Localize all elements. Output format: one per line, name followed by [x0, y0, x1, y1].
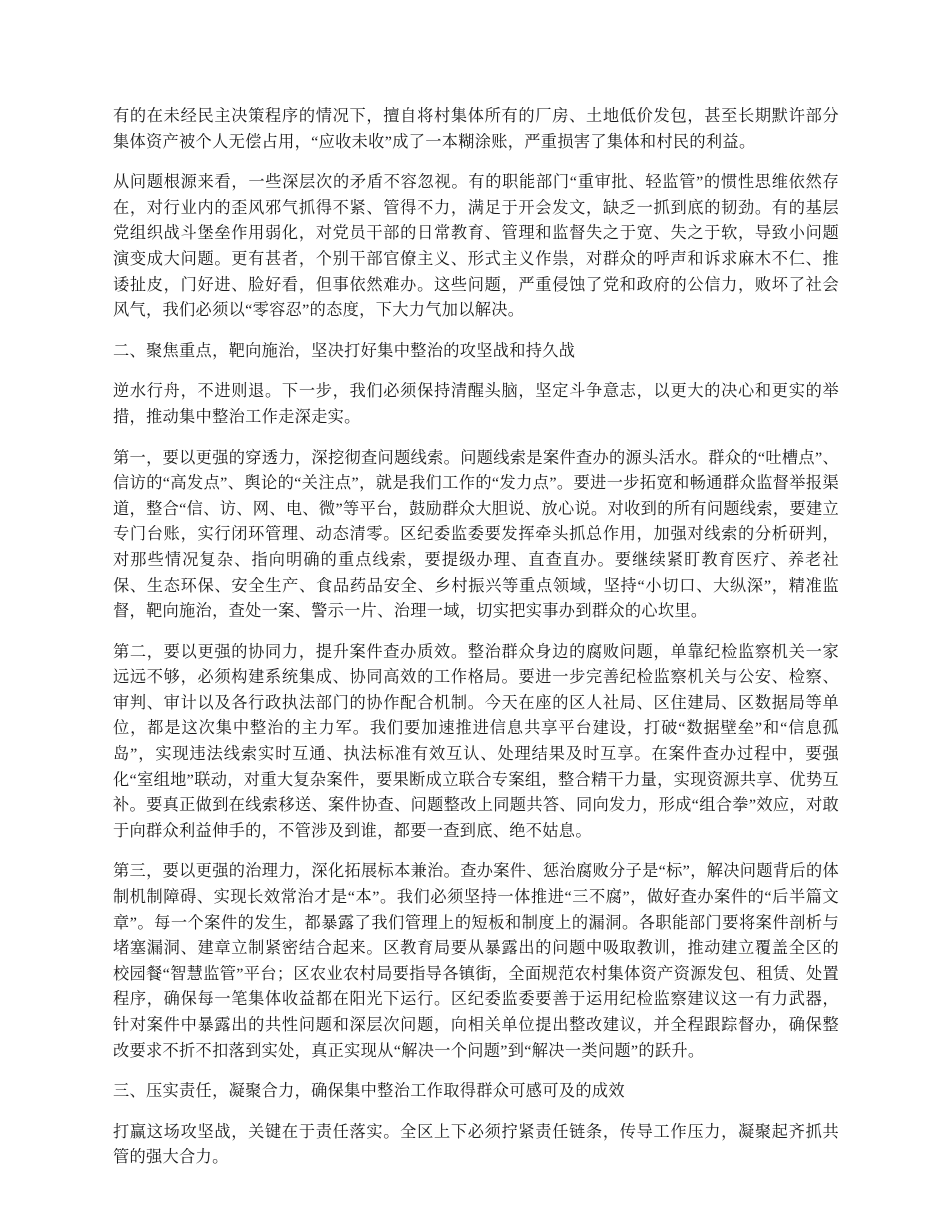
body-paragraph: 有的在未经民主决策程序的情况下，擅自将村集体所有的厂房、土地低价发包，甚至长期默许部分集体资产被个人无偿占用，“应收未收”成了一本糊涂账，严重损害了集体和村民的利益。: [113, 107, 839, 151]
body-paragraph: 打赢这场攻坚战，关键在于责任落实。全区上下必须拧紧责任链条，传导工作压力，凝聚起齐抓共管的强大合力。: [113, 1122, 839, 1167]
body-paragraph: 第一，要以更强的穿透力，深挖彻查问题线索。问题线索是案件查办的源头活水。群众的“吐槽点”、信访的“高发点”、舆论的“关注点”，就是我们工作的“发力点”。要进一步拓宽和畅通群众监督举报渠道，整合“信、访、网、电、微”等平台，鼓励群众大胆说、放心说。对收到的所有问题线索，要建立专门台账，实行闭环管理、动态清零。区纪委监委要发挥牵头抓总作用，加强对线索的分析研判，对那些情况复杂、指向明确的重点线索，要提级办理、直查直办。要继续紧盯教育医疗、养老社保、生态环保、安全生产、食品药品安全、乡村振兴等重点领域，坚持“小切口、大纵深”，精准监督，靶向施治，查处一案、警示一片、治理一域，切实把实事办到群众的心坎里。: [113, 448, 839, 621]
body-paragraph: 从问题根源来看，一些深层次的矛盾不容忽视。有的职能部门“重审批、轻监管”的惯性思维依然存在，对行业内的歪风邪气抓得不紧、管得不力，满足于开会发文，缺乏一抓到底的韧劲。有的基层党组织战斗堡垒作用弱化，对党员干部的日常教育、管理和监督失之于宽、失之于软，导致小问题演变成大问题。更有甚者，个别干部官僚主义、形式主义作祟，对群众的呼声和诉求麻木不仁、推诿扯皮，门好进、脸好看，但事依然难办。这些问题，严重侵蚀了党和政府的公信力，败坏了社会风气，我们必须以“零容忍”的态度，下大力气加以解决。: [113, 173, 839, 320]
section-heading-two: 二、聚焦重点，靶向施治，坚决打好集中整治的攻坚战和持久战: [113, 341, 576, 360]
body-paragraph: 第二，要以更强的协同力，提升案件查办质效。整治群众身边的腐败问题，单靠纪检监察机关一家远远不够，必须构建系统集成、协同高效的工作格局。要进一步完善纪检监察机关与公安、检察、审判、审计以及各行政执法部门的协作配合机制。今天在座的区人社局、区住建局、区数据局等单位，都是这次集中整治的主力军。我们要加速推进信息共享平台建设，打破“数据壁垒”和“信息孤岛”，实现违法线索实时互通、执法标准有效互认、处理结果及时互享。在案件查办过程中，要强化“室组地”联动，对重大复杂案件，要果断成立联合专案组，整合精干力量，实现资源共享、优势互补。要真正做到在线索移送、案件协查、问题整改上同题共答、同向发力，形成“组合拳”效应，对敢于向群众利益伸手的，不管涉及到谁，都要一查到底、绝不姑息。: [113, 642, 839, 840]
section-heading-three: 三、压实责任，凝聚合力，确保集中整治工作取得群众可感可及的成效: [113, 1082, 625, 1101]
document-body: [113, 104, 839, 1171]
body-paragraph: 逆水行舟，不进则退。下一步，我们必须保持清醒头脑，坚定斗争意志，以更大的决心和更实的举措，推动集中整治工作走深走实。: [113, 382, 839, 426]
body-paragraph: 第三，要以更强的治理力，深化拓展标本兼治。查办案件、惩治腐败分子是“标”，解决问题背后的体制机制障碍、实现长效常治才是“本”。我们必须坚持一体推进“三不腐”，做好查办案件的“后半篇文章”。每一个案件的发生，都暴露了我们管理上的短板和制度上的漏洞。各职能部门要将案件剖析与堵塞漏洞、建章立制紧密结合起来。区教育局要从暴露出的问题中吸取教训，推动建立覆盖全区的校园餐“智慧监管”平台；区农业农村局要指导各镇街，全面规范农村集体资产资源发包、租赁、处置程序，确保每一笔集体收益都在阳光下运行。区纪委监委要善于运用纪检监察建议这一有力武器，针对案件中暴露出的共性问题和深层次问题，向相关单位提出整改建议，并全程跟踪督办，确保整改要求不折不扣落到实处，真正实现从“解决一个问题”到“解决一类问题”的跃升。: [113, 862, 839, 1060]
